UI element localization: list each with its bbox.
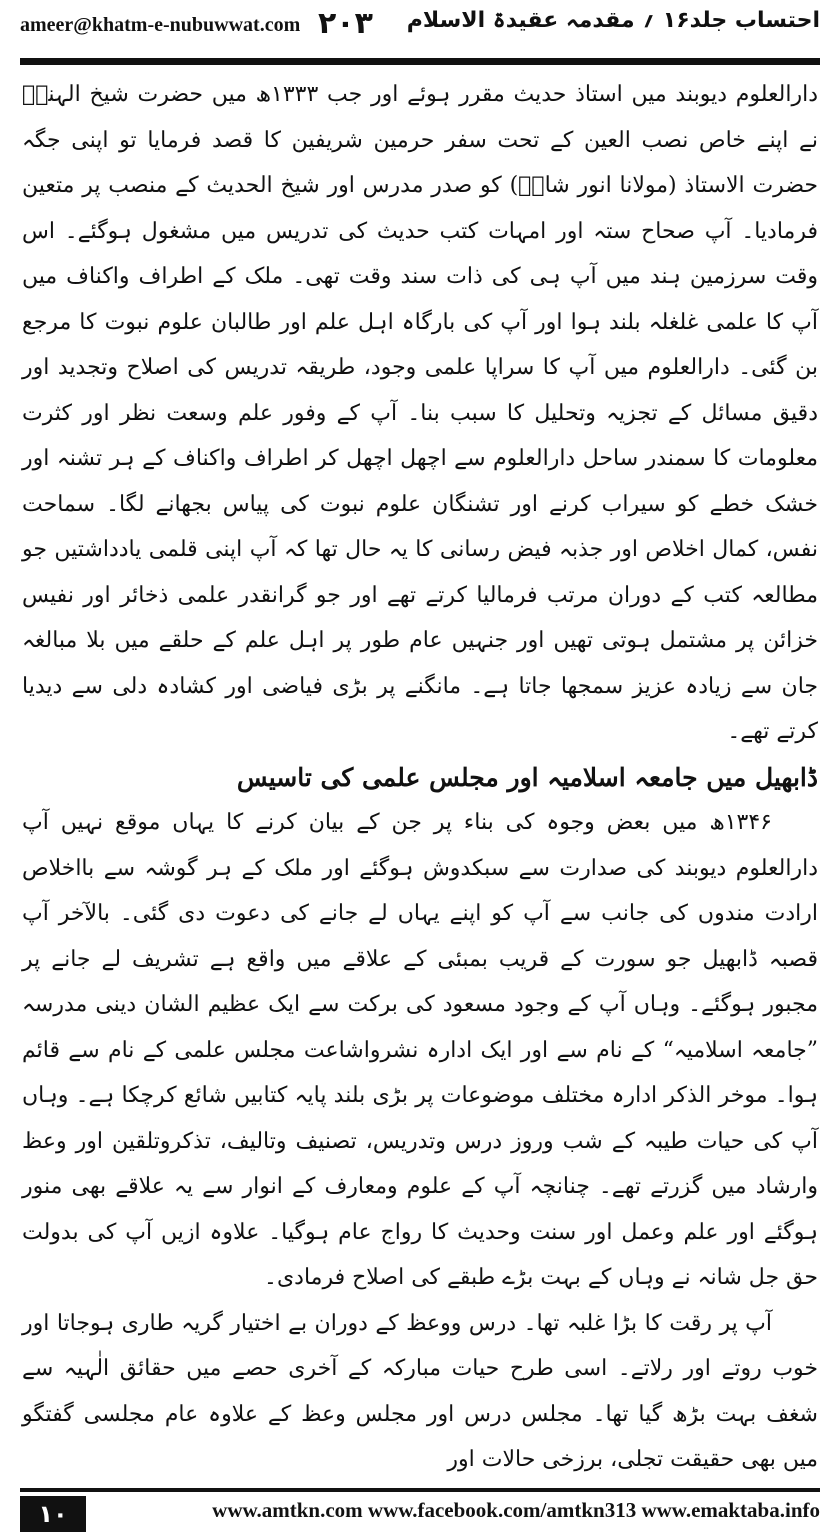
paragraph-1: دارالعلوم دیوبند میں استاذ حدیث مقرر ہوئے اور جب ۱۳۳۳ھ میں حضرت شیخ الہندؒ نے اپنے خاص نصب العین کے تحت سفر حرمین شریفین کا قصد فرمایا تو اپنی جگہ حضرت الاستاذ (مولانا انور شاہؒ) کو صدر مدرس اور شیخ الحدیث کے منصب پر متعین فرمادیا۔ آپ صحاح ستہ اور امہات کتب حدیث کی تدریس میں مشغول ہوگئے۔ اس وقت سرزمین ہند میں آپ ہی کی ذات سند وقت تھی۔ ملک کے اطراف واکناف میں آپ کا علمی غلغلہ بلند ہوا اور آپ کی بارگاہ اہل علم اور طالبان علوم نبوت کا مرجع بن گئی۔ دارالعلوم میں آپ کا سراپا علمی وجود، طریقہ تدریس کی اصلاح وتجدید اور دقیق مسائل کے تجزیہ وتحلیل کا سبب بنا۔ آپ کے وفور علم وسعت نظر اور کثرت معلومات کا سمندر ساحل دارالعلوم سے اچھل اچھل کر اطراف واکناف کے ہر تشنہ اور خشک خطے کو سیراب کرنے اور تشنگان علوم نبوت کی پیاس بجھانے لگا۔ سماحت نفس، کمال اخلاص اور جذبہ فیض رسانی کا یہ حال تھا کہ آپ اپنی قلمی یادداشتیں جو مطالعہ کتب کے دوران مرتب فرمالیا کرتے تھے اور جو گرانقدر علمی ذخائر اور نفیس خزائن پر مشتمل ہوتی تھیں اور جنہیں عام طور پر اہل علم کے حلقے میں بلا مبالغہ جان سے زیادہ عزیز سمجھا جاتا ہے۔ مانگنے پر بڑی فیاضی اور کشادہ دلی سے دیدیا کرتے تھے۔: [22, 82, 818, 744]
header-page-number: ۲۰۳: [318, 6, 373, 41]
header-book-title: احتساب جلد۱۶ ؍ مقدمہ عقیدۃ الاسلام: [406, 8, 820, 33]
page-footer: [0, 1488, 840, 1540]
paragraph-2: ۱۳۴۶ھ میں بعض وجوہ کی بناء پر جن کے بیان کرنے کا یہاں موقع نہیں آپ دارالعلوم دیوبند کی صدارت سے سبکدوش ہوگئے اور ملک کے ہر گوشہ سے بااخلاص ارادت مندوں کی جانب سے آپ کو اپنے یہاں لے جانے کی دعوت دی گئی۔ بالآخر آپ قصبہ ڈابھیل جو سورت کے قریب بمبئی کے علاقے میں واقع ہے تشریف لے جانے پر مجبور ہوگئے۔ وہاں آپ کے وجود مسعود کی برکت سے ایک عظیم الشان دینی مدرسہ ”جامعہ اسلامیہ“ کے نام سے اور ایک ادارہ نشرواشاعت مجلس علمی کے نام سے قائم ہوا۔ موخر الذکر ادارہ مختلف موضوعات پر بڑی بلند پایہ کتابیں شائع کرچکا ہے۔ وہاں آپ کی حیات طیبہ کے شب وروز درس وتدریس، تصنیف وتالیف، تذکروتلقین اور وعظ وارشاد میں گزرتے تھے۔ چنانچہ آپ کے علوم ومعارف کے انوار سے یہ علاقے بھی منور ہوگئے اور علم وعمل اور سنت وحدیث کا رواج عام ہوگیا۔ علاوہ ازیں آپ کی بدولت حق جل شانہ نے وہاں کے بہت بڑے طبقے کی اصلاح فرمادی۔: [22, 810, 818, 1290]
header-email: ameer@khatm-e-nubuwwat.com: [20, 14, 301, 36]
section-heading: ڈابھیل میں جامعہ اسلامیہ اور مجلس علمی کی تاسیس: [236, 762, 818, 792]
header-rule: [20, 58, 820, 65]
paragraph-3: آپ پر رقت کا بڑا غلبہ تھا۔ درس ووعظ کے دوران بے اختیار گریہ طاری ہوجاتا اور خوب روتے اور رلاتے۔ اسی طرح حیات مبارکہ کے آخری حصے میں حقائق الٰہیہ سے شغف بہت بڑھ گیا تھا۔ مجلس درس اور مجلس وعظ کے علاوہ عام مجلسی گفتگو میں بھی حقیقت تجلی، برزخی حالات اور: [22, 1310, 818, 1472]
page-content: [22, 72, 818, 1480]
footer-rule: [20, 1488, 820, 1492]
footer-page-number: ۱۰: [20, 1496, 86, 1532]
page-header: [0, 0, 840, 62]
footer-links: www.amtkn.com www.facebook.com/amtkn313 www.emaktaba.info: [212, 1498, 820, 1522]
